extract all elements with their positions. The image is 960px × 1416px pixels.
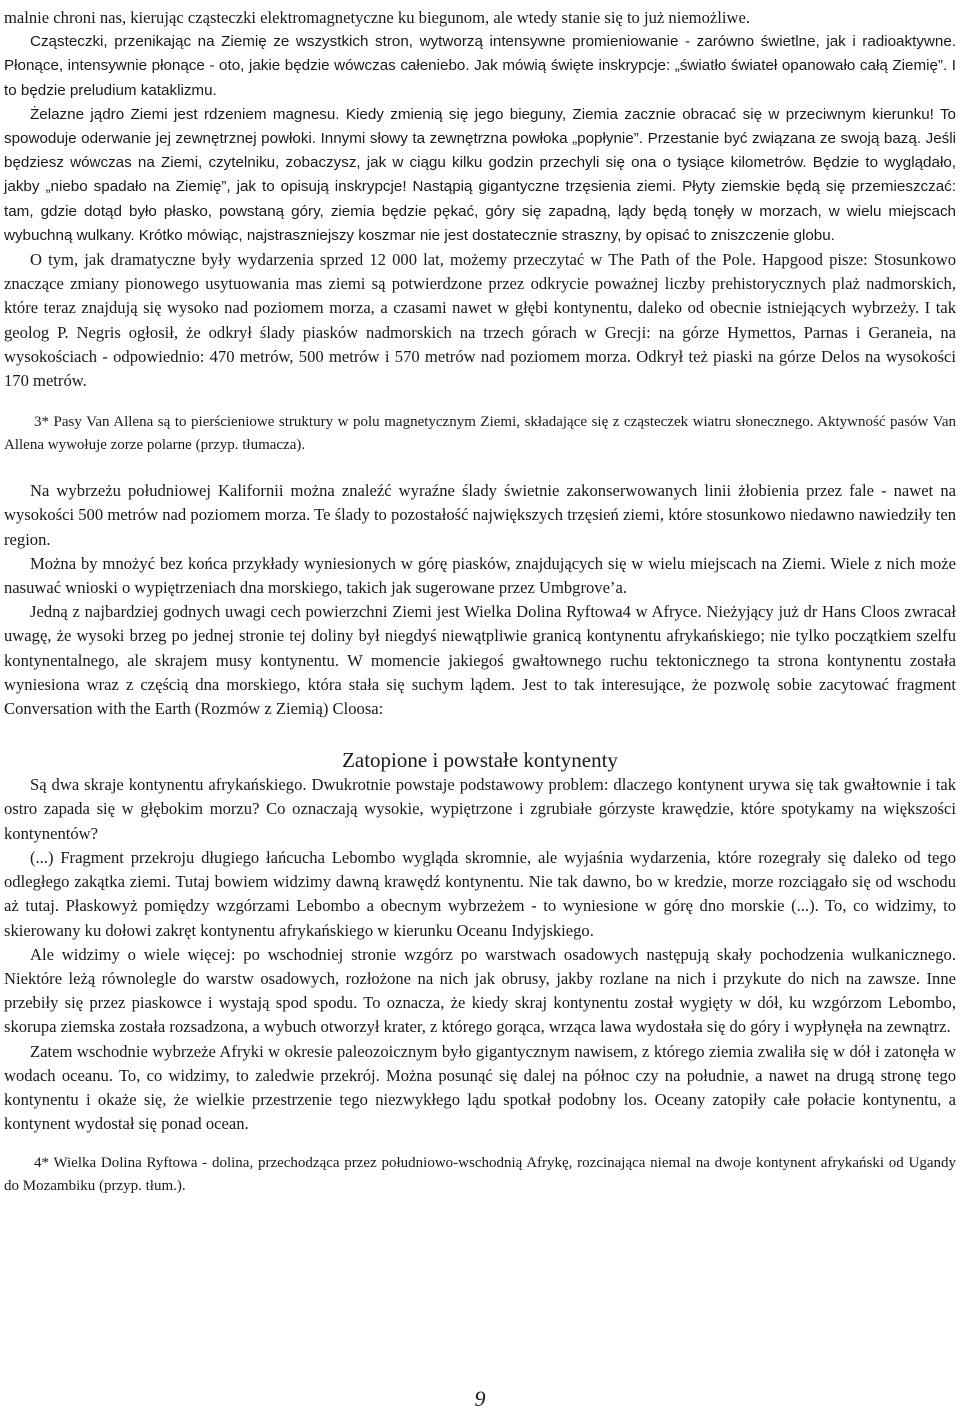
paragraph: Na wybrzeżu południowej Kalifornii można znaleźć wyraźne ślady świetnie zakonserwowanych linii żłobienia przez fale - nawet na wysokości 500 metrów nad poziomem morza. Te ślady to pozostałość największych trzęsień ziemi, które stosunkowo niedawno nawiedziły ten region. [4,481,956,549]
section-heading: Zatopione i powstałe kontynenty [342,748,618,773]
paragraph: Ale widzimy o wiele więcej: po wschodniej stronie wzgórz po warstwach osadowych następują skały pochodzenia wulkanicznego. Niektóre leżą równolegle do warstw osadowych, rozłożone na nich jak obrusy, jakby rozlane na nich i przykute do nich na zawsze. Inne przebiły się przez piaskowce i wystają spod spodu. To oznacza, że kiedy skraj kontynentu został wygięty w dół, ku wzgórzom Lebombo, skorupa ziemska została rozsadzona, a wybuch otworzył krater, z którego gorąca, wrząca lawa wydostała się do góry i wypłynęła na zewnątrz. [4,944,956,1037]
footnote-4: 4* Wielka Dolina Ryftowa - dolina, przechodząca przez południowo-wschodnią Afrykę, rozcinająca niemal na dwoje kontynent afrykański od Ugandy do Mozambiku (przyp. tłum.). [4,1155,956,1195]
paragraph: Żelazne jądro Ziemi jest rdzeniem magnesu. Kiedy zmienią się jego bieguny, Ziemia zacznie obracać się w przeciwnym kierunku! To spowoduje oderwanie jej zewnętrznej powłoki. Innymi słowy ta zewnętrzna powłoka „popłynie”. Przestanie być związana ze swoją bazą. Jeśli będziesz wówczas na Ziemi, czytelniku, zobaczysz, jak w ciągu kilku godzin przechyli się ona o tysiące kilometrów. Będzie to wyglądało, jakby „niebo spadało na Ziemię”, jak to opisują inskrypcje! Nastąpią gigantyczne trzęsienia ziemi. Płyty ziemskie będą się przemieszczać: tam, gdzie dotąd było płasko, powstaną góry, ziemia będzie pękać, góry się zapadną, lądy będą tonęły w morzach, w wielu miejscach wybuchną wulkany. Krótko mówiąc, najstraszniejszy koszmar nie jest dostatecznie straszny, by opisać to zniszczenie globu. [4,105,956,244]
paragraph: Zatem wschodnie wybrzeże Afryki w okresie paleozoicznym było gigantycznym nawisem, z którego ziemia zwaliła się w dół i zatonęła w wodach oceanu. To, co widzimy, to zaledwie przekrój. Można posunąć się dalej na północ czy na południe, a nawet na drugą stronę tego kontynentu i okaże się, że wielkie przestrzenie tego niezwykłego lądu spotkał podobny los. Oceany zatopiły całe połacie kontynentu, a kontynent wydostał się ponad ocean. [4,1041,956,1134]
page-content [4,0,956,1198]
paragraph: malnie chroni nas, kierując cząsteczki elektromagnetyczne ku biegunom, ale wtedy stanie się to już niemożliwe. [4,8,750,27]
page-number: 9 [474,1386,486,1411]
paragraph: Są dwa skraje kontynentu afrykańskiego. Dwukrotnie powstaje podstawowy problem: dlaczego kontynent urywa się tak gwałtownie i tak ostro zapada się w głębokim morzu? Co oznaczają wysokie, wypiętrzone i zgrubiałe górzyste krawędzie, które spotykamy na większości kontynentów? [4,775,956,843]
paragraph: Cząsteczki, przenikając na Ziemię ze wszystkich stron, wytworzą intensywne promieniowanie - zarówno świetlne, jak i radioaktywne. Płonące, intensywnie płonące - oto, jakie będzie wówczas całeniebo. Jak mówią święte inskrypcje: „światło świateł opanowało całą Ziemię”. I to będzie preludium kataklizmu. [4,33,956,99]
paragraph: O tym, jak dramatyczne były wydarzenia sprzed 12 000 lat, możemy przeczytać w The Path of the Pole. Hapgood pisze: Stosunkowo znaczące zmiany pionowego usytuowania mas ziemi są potwierdzone przez odkrycie poważnej liczby prehistorycznych plaż nadmorskich, które teraz znajdują się wysoko nad poziomem morza, a czasami nawet w głębi kontynentu, daleko od obecnie istniejących wybrzeży. I tak geolog P. Negris ogłosił, że odkrył ślady piasków nadmorskich na trzech górach w Grecji: na górze Hymettos, Parnas i Geraneia, na wysokościach - odpowiednio: 470 metrów, 500 metrów i 570 metrów nad poziomem morza. Odkrył też piaski na górze Delos na wysokości 170 metrów. [4,250,956,391]
paragraph: Można by mnożyć bez końca przykłady wyniesionych w górę piasków, znajdujących się w wielu miejscach na Ziemi. Wiele z nich może nasuwać wnioski o wypiętrzeniach dna morskiego, takich jak sugerowane przez Umbgrove’a. [4,553,956,598]
paragraph: (...) Fragment przekroju długiego łańcucha Lebombo wygląda skromnie, ale wyjaśnia wydarzenia, które rozegrały się daleko od tego odległego zakątka ziemi. Tutaj bowiem widzimy dawną krawędź kontynentu. Nie tak dawno, bo w kredzie, morze rozciągało się od wschodu aż tutaj. Płaskowyż pomiędzy wzgórzami Lebombo a obecnym wybrzeżem - to wyniesione w górę dno morskie (...). To, co widzimy, to skierowany ku dołowi zakręt kontynentu afrykańskiego w kierunku Oceanu Indyjskiego. [4,847,956,940]
paragraph: Jedną z najbardziej godnych uwagi cech powierzchni Ziemi jest Wielka Dolina Ryftowa4 w Afryce. Nieżyjący już dr Hans Cloos zwracał uwagę, że wysoki brzeg po jednej stronie tej doliny był niegdyś niewątpliwie granicą kontynentu afrykańskiego; nie tylko początkiem szelfu kontynentalnego, ale skrajem musy kontynentu. W momencie jakiegoś gwałtownego ruchu tektonicznego ta strona kontynentu została wyniesiona wraz z częścią dna morskiego, która stała się suchym lądem. Jest to tak interesujące, że pozwolę sobie zacytować fragment Conversation with the Earth (Rozmów z Ziemią) Cloosa: [4,602,956,719]
footnote-3: 3* Pasy Van Allena są to pierścieniowe struktury w polu magnetycznym Ziemi, składające się z cząsteczek wiatru słonecznego. Aktywność pasów Van Allena wywołuje zorze polarne (przyp. tłumacza). [4,414,956,454]
